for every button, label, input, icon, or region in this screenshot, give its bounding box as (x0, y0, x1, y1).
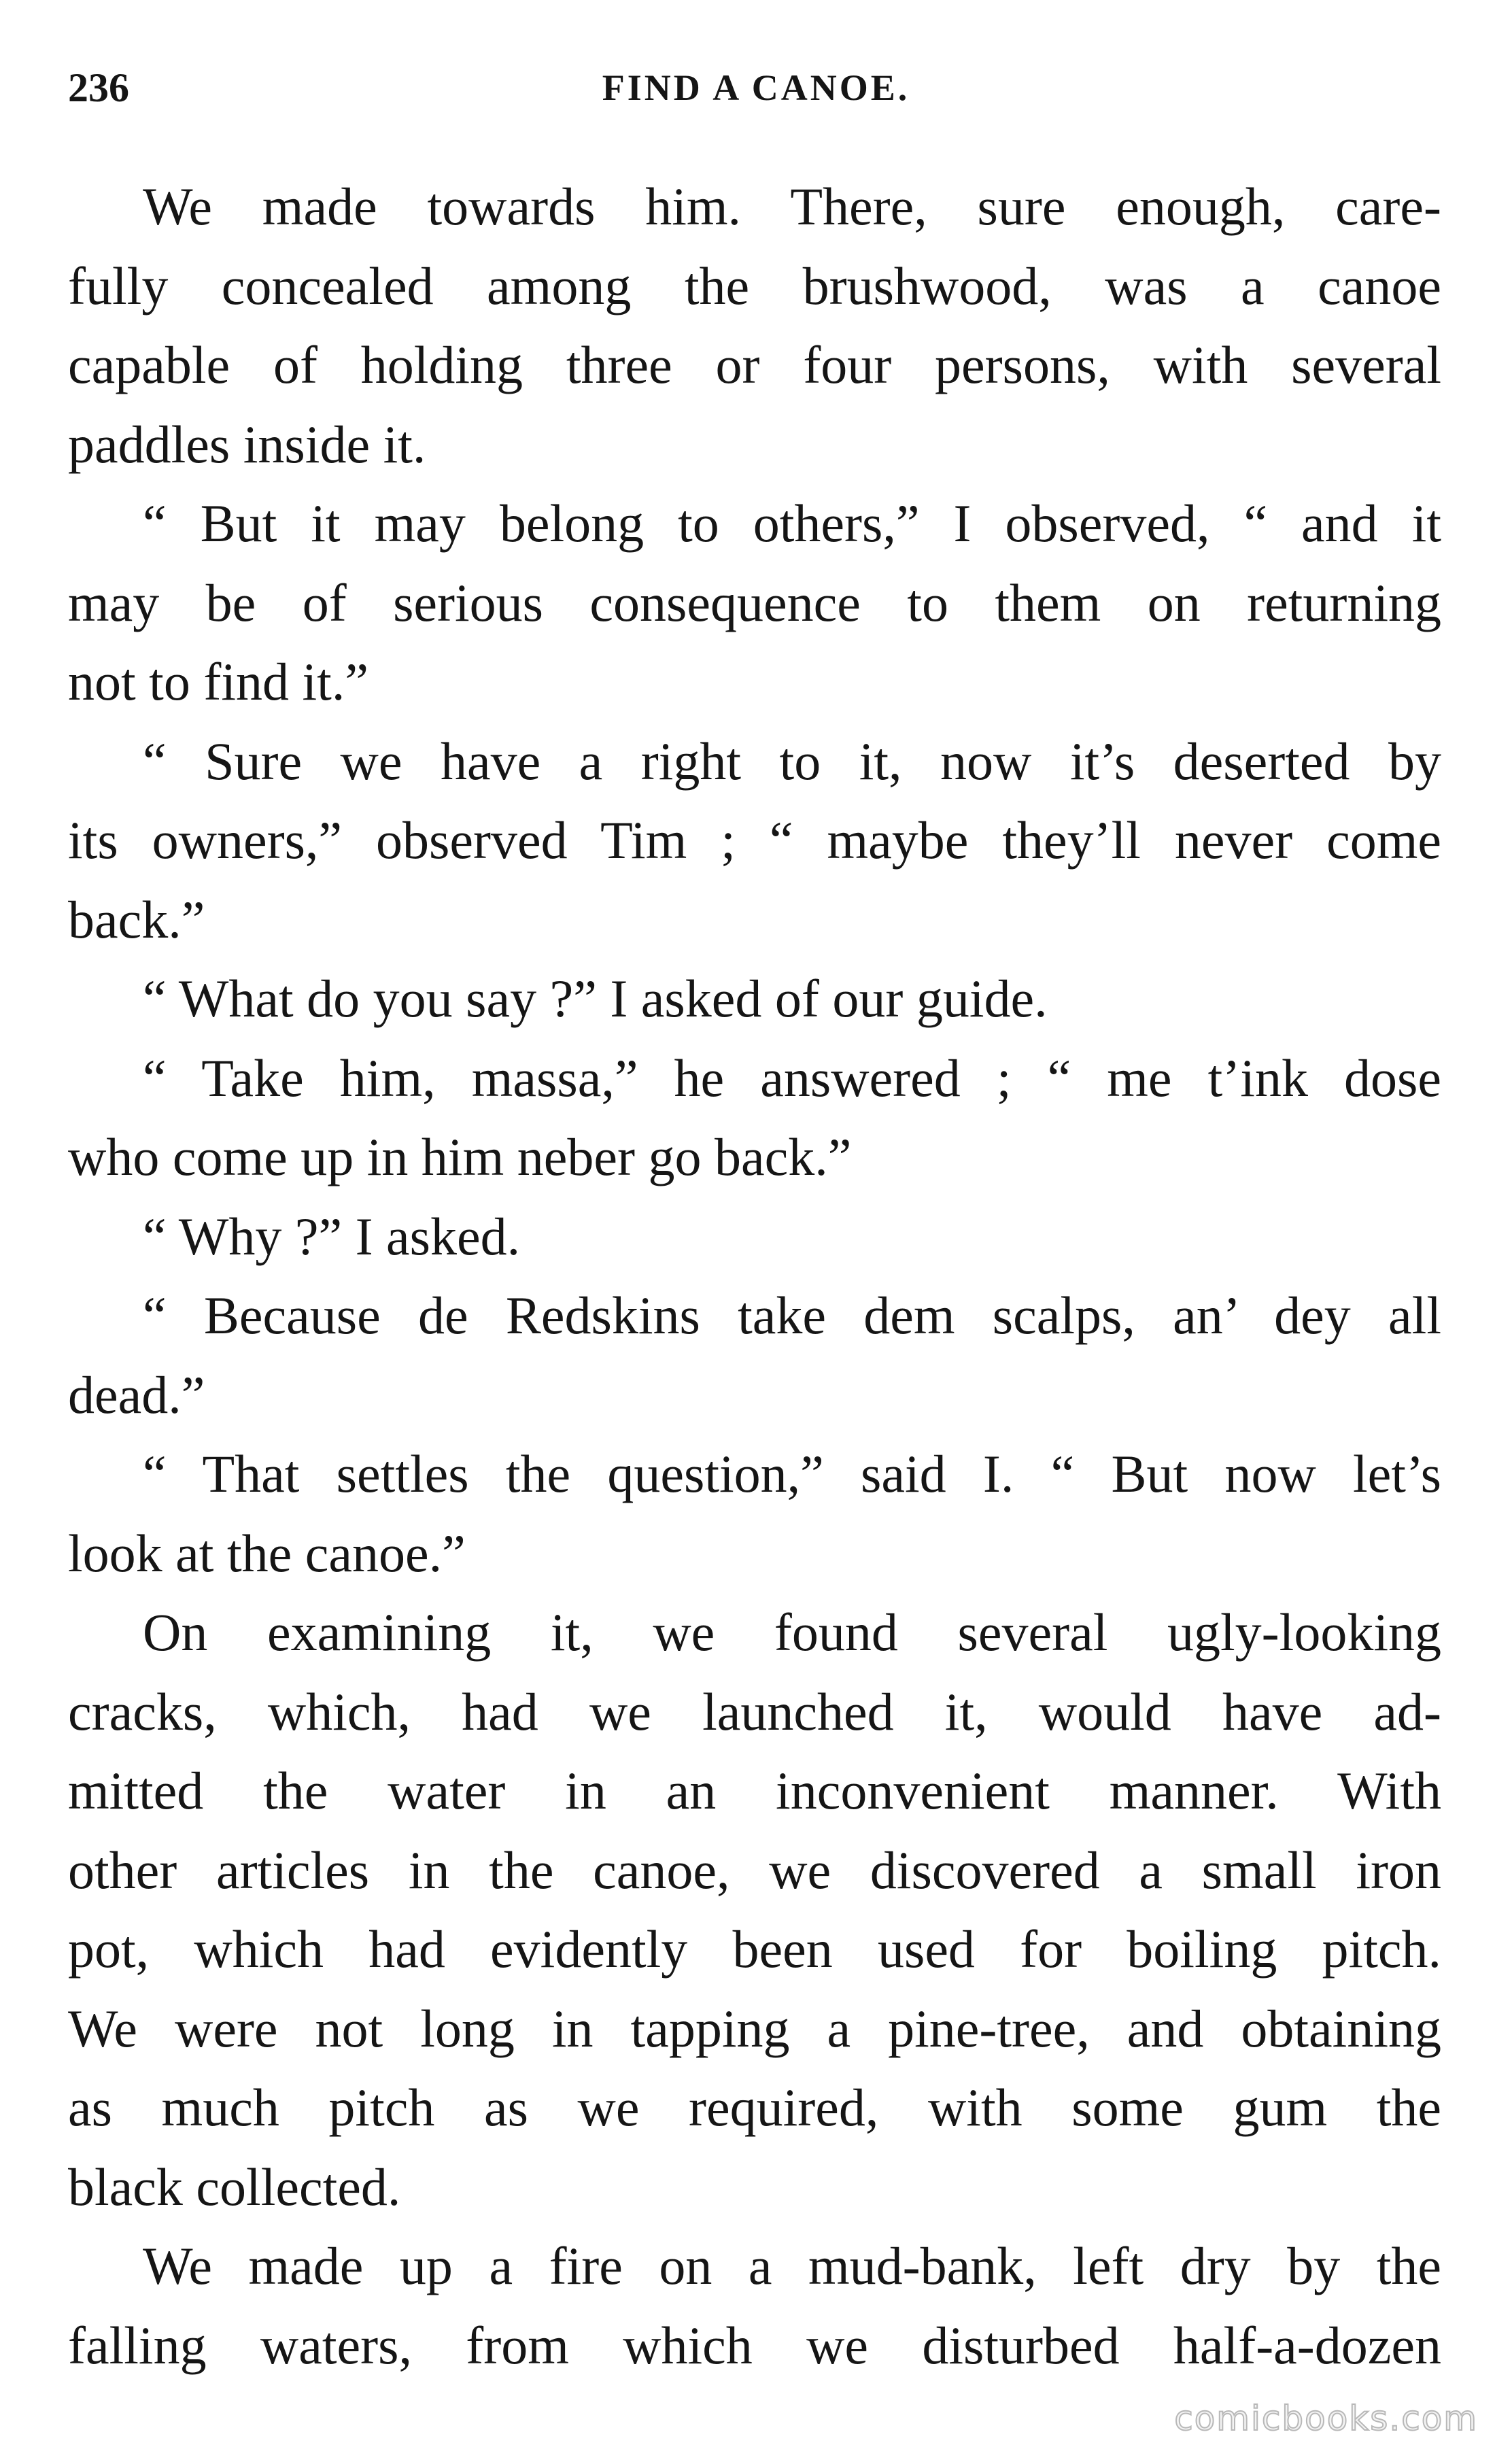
text-line: “ What do you say ?” I asked of our guide. (143, 969, 1048, 1028)
text-line: not to find it.” (68, 652, 368, 711)
text-line: back.” (68, 889, 205, 949)
text-line: We made up a fire on a mud-bank, left dry by the (143, 2236, 1441, 2295)
text-line: paddles inside it. (68, 414, 426, 474)
paragraph (68, 167, 1441, 484)
text-line: We were not long in tapping a pine-tree, and obtaining (68, 1998, 1441, 2058)
text-line: “ That settles the question,” said I. “ But now let’s (143, 1444, 1441, 1503)
paragraph (68, 2227, 1441, 2385)
text-line: who come up in him neber go back.” (68, 1127, 852, 1186)
text-line: “ Take him, massa,” he answered ; “ me t’ink dose (143, 1048, 1441, 1108)
paragraph (68, 1039, 1441, 1197)
text-line: as much pitch as we required, with some gum the (68, 2078, 1441, 2137)
text-line: capable of holding three or four persons, with several (68, 335, 1441, 394)
text-line: cracks, which, had we launched it, would have ad- (68, 1681, 1441, 1741)
watermark: comicbooks.com (1174, 2399, 1478, 2438)
text-line: “ Because de Redskins take dem scalps, an’ dey all (143, 1286, 1441, 1345)
text-line: may be of serious consequence to them on returning (68, 572, 1441, 632)
text-line: black collected. (68, 2157, 401, 2217)
text-line: other articles in the canoe, we discovered a small iron (68, 1840, 1441, 1900)
paragraph (68, 1197, 1441, 1277)
text-line: “ Sure we have a right to it, now it’s deserted by (143, 731, 1441, 791)
text-line: look at the canoe.” (68, 1523, 466, 1583)
paragraph (68, 1276, 1441, 1435)
body-text (68, 167, 1441, 2385)
text-line: On examining it, we found several ugly-looking (143, 1603, 1441, 1662)
text-line: mitted the water in an inconvenient manner. With (68, 1761, 1441, 1820)
running-title: FIND A CANOE. (602, 67, 910, 108)
text-line: We made towards him. There, sure enough, care- (143, 177, 1441, 236)
paragraph (68, 959, 1441, 1039)
text-line: “ Why ?” I asked. (143, 1206, 521, 1266)
text-line: “ But it may belong to others,” I observed, “ and it (143, 494, 1441, 553)
text-line: dead.” (68, 1365, 205, 1424)
text-line: falling waters, from which we disturbed half-a-dozen (68, 2315, 1441, 2375)
paragraph (68, 1435, 1441, 1593)
text-line: fully concealed among the brushwood, was a canoe (68, 256, 1441, 315)
text-line: pot, which had evidently been used for boiling pitch. (68, 1919, 1441, 1979)
paragraph (68, 484, 1441, 722)
paragraph (68, 722, 1441, 960)
page-header (68, 57, 1444, 118)
text-line: its owners,” observed Tim ; “ maybe they’ll never come (68, 810, 1441, 870)
paragraph (68, 1593, 1441, 2227)
page-number: 236 (68, 65, 129, 110)
